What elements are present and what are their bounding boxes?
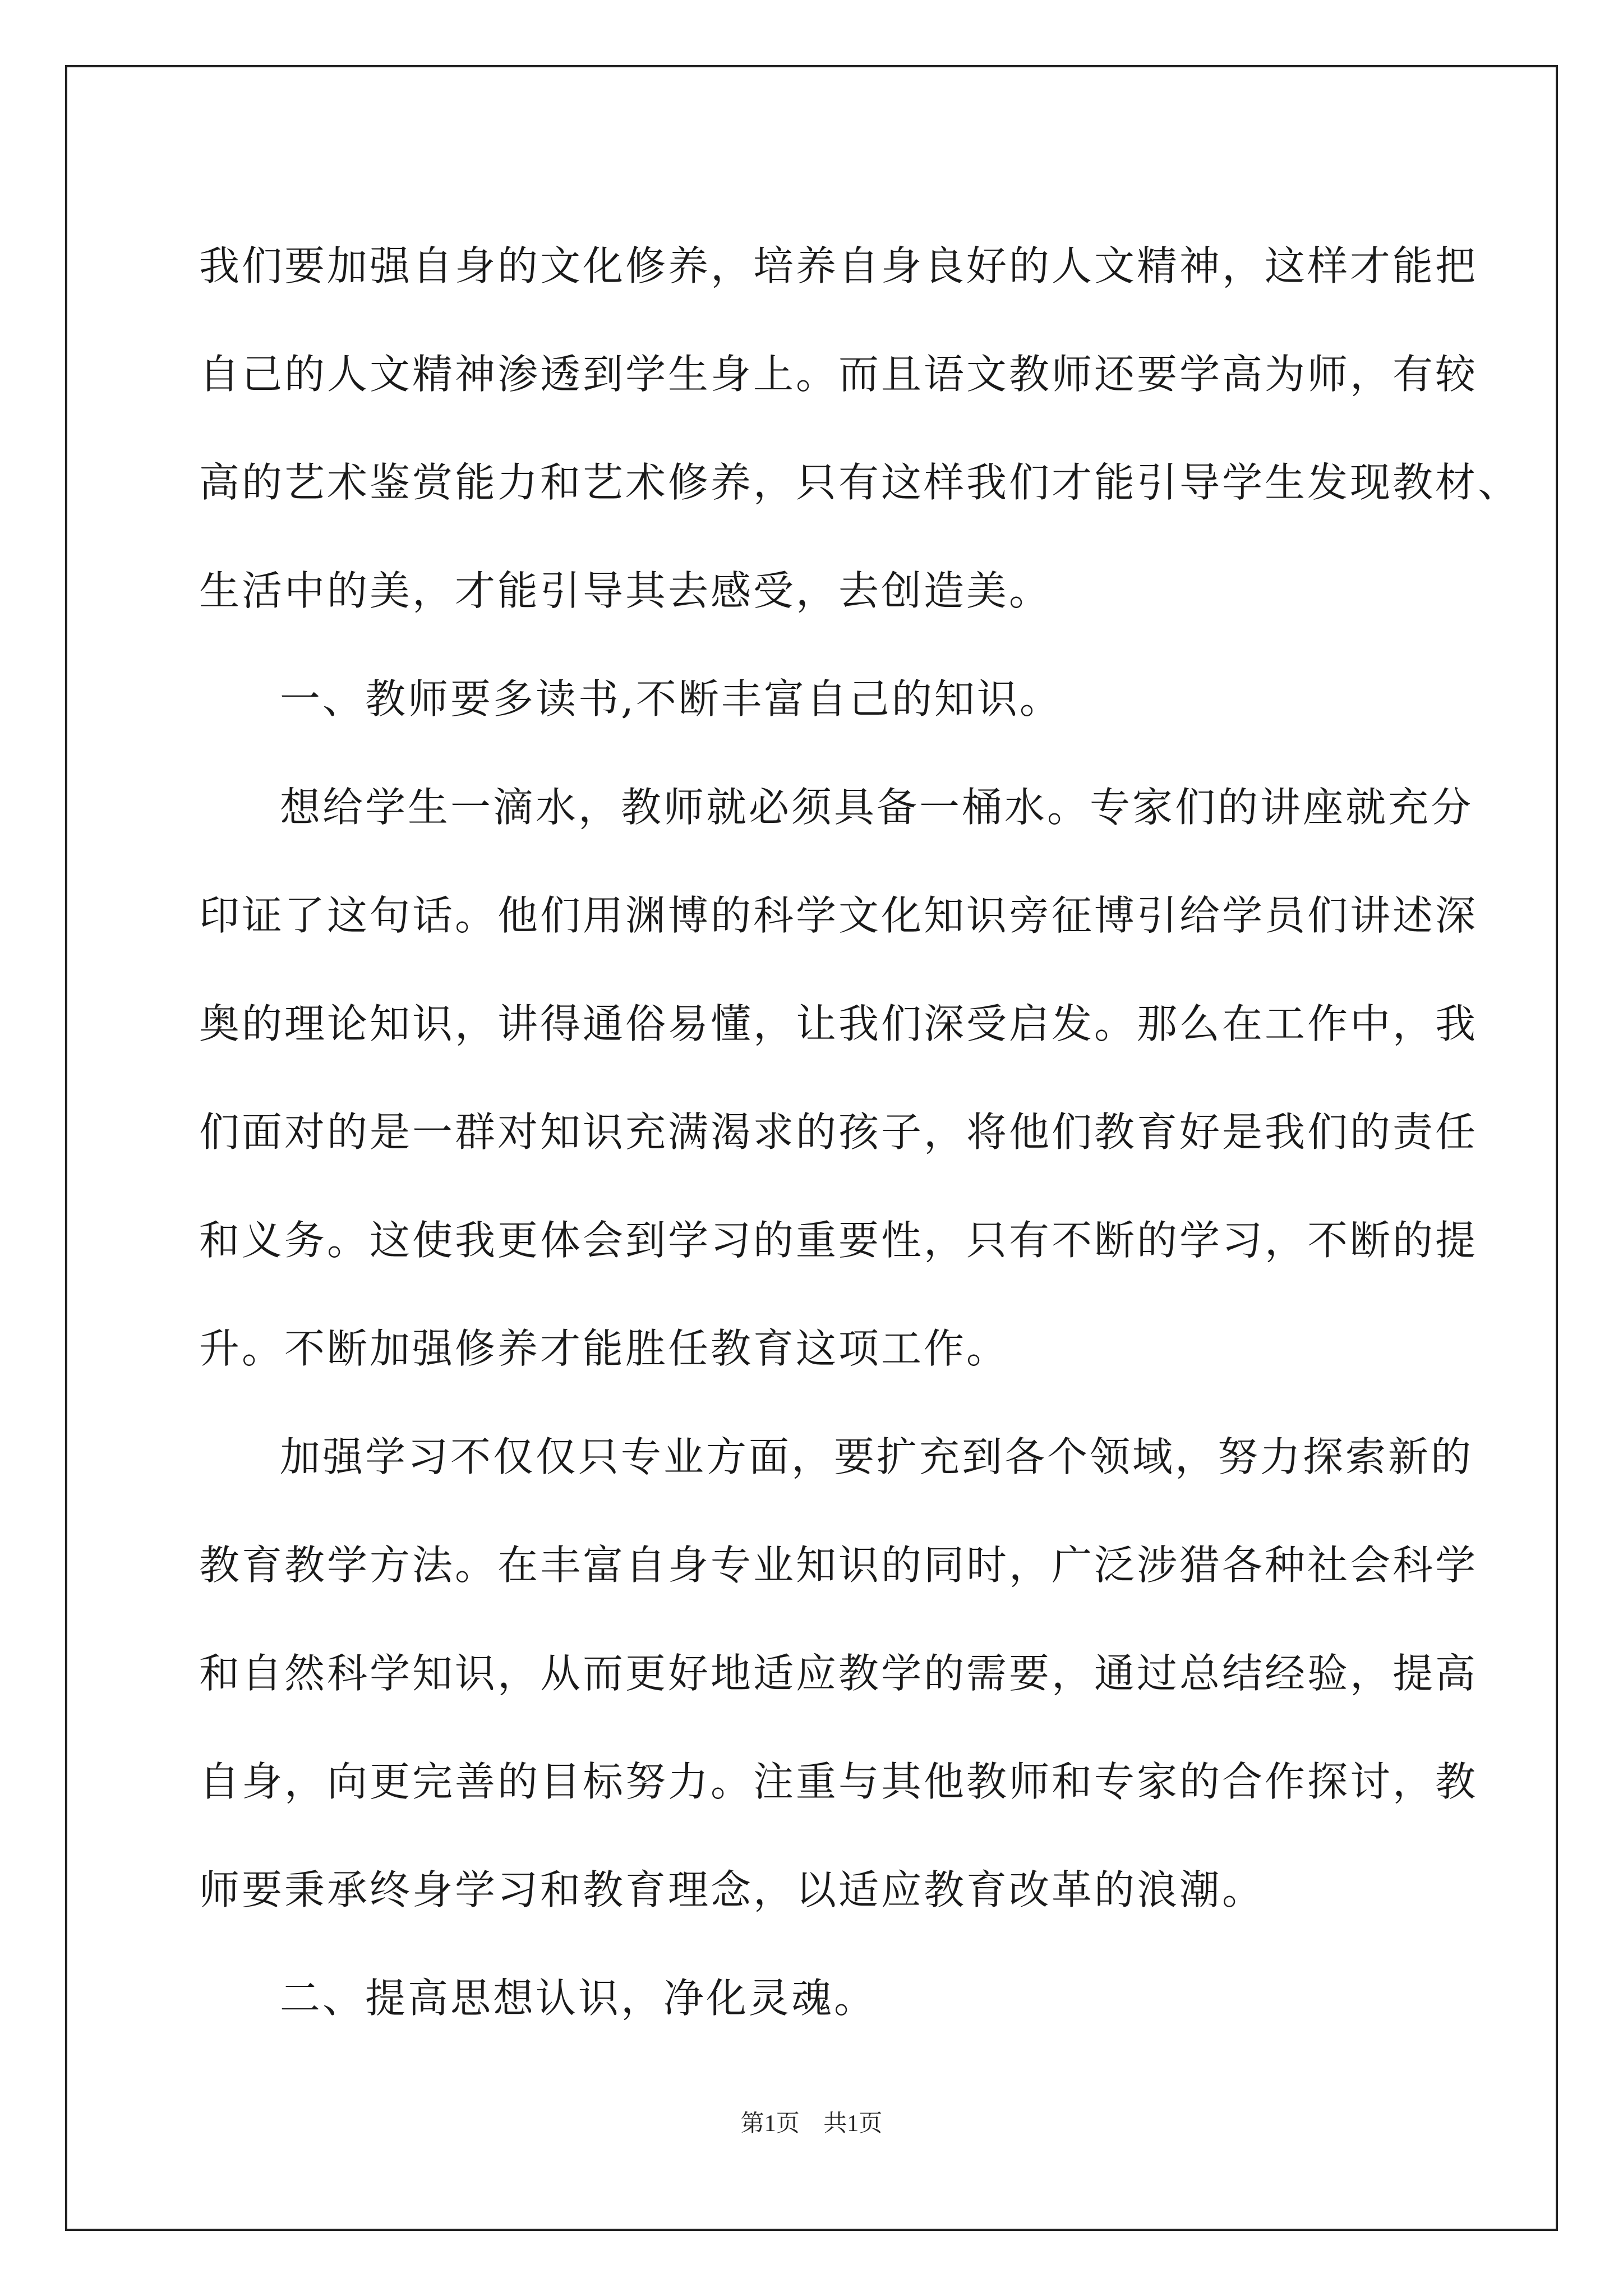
text-line: 自己的人文精神渗透到学生身上。而且语文教师还要学高为师，有较 [199,351,1478,398]
document-body [199,212,1521,2053]
text-line: 自身，向更完善的目标努力。注重与其他教师和专家的合作探讨，教 [199,1758,1478,1805]
page-number: 第1页 [740,2111,800,2137]
paragraph-start: 加强学习不仅仅只专业方面，要扩充到各个领域，努力探索新的 [280,1433,1474,1480]
paragraph-start: 想给学生一滴水，教师就必须具备一桶水。专家们的讲座就充分 [280,784,1474,831]
page-total: 共1页 [823,2111,883,2137]
text-line: 们面对的是一群对知识充满渴求的孩子，将他们教育好是我们的责任 [199,1108,1478,1156]
text-line: 师要秉承终身学习和教育理念，以适应教育改革的浪潮。 [199,1866,1265,1913]
text-line: 生活中的美，才能引导其去感受，去创造美。 [199,567,1052,614]
section-heading-2: 二、提高思想认识，净化灵魂。 [280,1975,877,2022]
text-line: 高的艺术鉴赏能力和艺术修养，只有这样我们才能引导学生发现教材、 [199,459,1521,506]
text-line: 和自然科学知识，从而更好地适应教学的需要，通过总结经验，提高 [199,1650,1478,1697]
text-line: 教育教学方法。在丰富自身专业知识的同时，广泛涉猎各种社会科学 [199,1542,1478,1589]
section-heading-1: 一、教师要多读书,不断丰富自己的知识。 [280,675,1062,723]
text-line: 和义务。这使我更体会到学习的重要性，只有不断的学习，不断的提 [199,1217,1478,1264]
text-line: 我们要加强自身的文化修养，培养自身良好的人文精神，这样才能把 [199,242,1478,289]
text-line: 奥的理论知识，讲得通俗易懂，让我们深受启发。那么在工作中，我 [199,1000,1478,1047]
page-footer [0,2105,1623,2138]
text-line: 升。不断加强修养才能胜任教育这项工作。 [199,1325,1009,1372]
text-line: 印证了这句话。他们用渊博的科学文化知识旁征博引给学员们讲述深 [199,892,1478,939]
